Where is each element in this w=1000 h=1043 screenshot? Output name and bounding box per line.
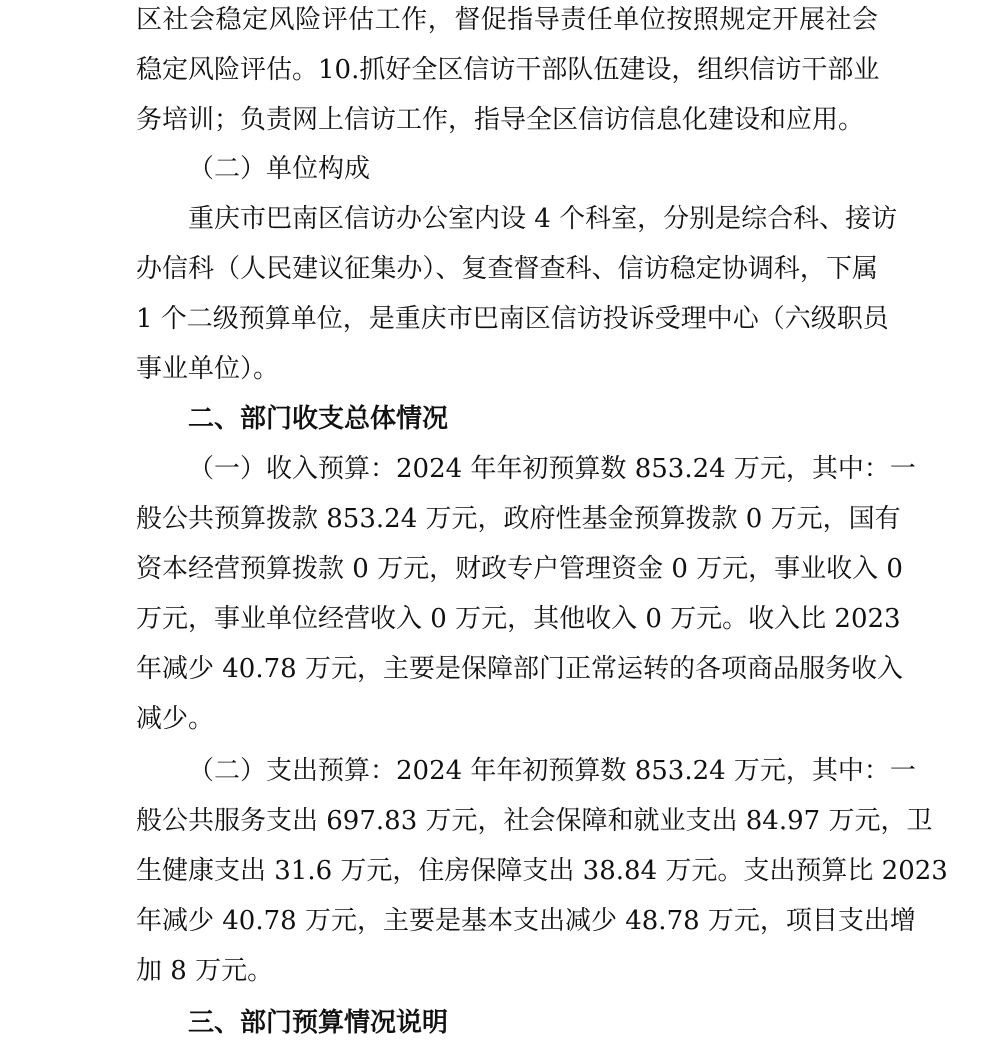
- text-line: 事业单位）。: [136, 354, 280, 384]
- text-line: 务培训；负责网上信访工作，指导全区信访信息化建设和应用。: [136, 105, 865, 135]
- text-line: 加 8 万元。: [136, 956, 274, 986]
- text-line: 生健康支出 31.6 万元，住房保障支出 38.84 万元。支出预算比 2023: [136, 856, 948, 886]
- text-line: 万元，事业单位经营收入 0 万元，其他收入 0 万元。收入比 2023: [136, 604, 901, 634]
- text-line: 减少。: [136, 704, 215, 734]
- text-line: 1 个二级预算单位，是重庆市巴南区信访投诉受理中心（六级职员: [136, 304, 889, 334]
- text-line: 办信科（人民建议征集办）、复查督查科、信访稳定协调科，下属: [136, 254, 878, 284]
- text-line: 般公共预算拨款 853.24 万元，政府性基金预算拨款 0 万元，国有: [136, 504, 901, 534]
- text-line: 资本经营预算拨款 0 万元，财政专户管理资金 0 万元，事业收入 0: [136, 554, 903, 584]
- text-line: 年减少 40.78 万元，主要是保障部门正常运转的各项商品服务收入: [136, 654, 903, 684]
- text-line: （一）收入预算：2024 年年初预算数 853.24 万元，其中：一: [188, 454, 916, 484]
- text-line: 区社会稳定风险评估工作，督促指导责任单位按照规定开展社会: [136, 5, 878, 35]
- section-subheading: （二）单位构成: [188, 154, 371, 184]
- section-heading: 三、部门预算情况说明: [188, 1008, 449, 1038]
- text-line: 稳定风险评估。10.抓好全区信访干部队伍建设，组织信访干部业: [136, 55, 880, 85]
- text-line: 般公共服务支出 697.83 万元，社会保障和就业支出 84.97 万元，卫: [136, 806, 933, 836]
- text-line: 重庆市巴南区信访办公室内设 4 个科室，分别是综合科、接访: [188, 204, 898, 234]
- text-line: 年减少 40.78 万元，主要是基本支出减少 48.78 万元，项目支出增: [136, 906, 916, 936]
- section-heading: 二、部门收支总体情况: [188, 404, 449, 434]
- text-line: （二）支出预算：2024 年年初预算数 853.24 万元，其中：一: [188, 756, 916, 786]
